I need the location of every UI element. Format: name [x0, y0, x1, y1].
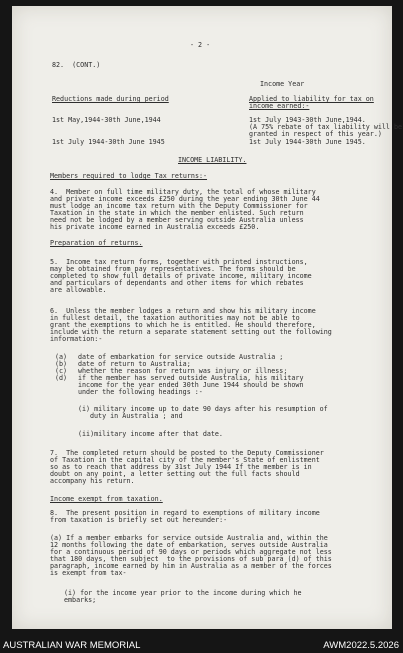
paragraph-8a-line-2: 12 months following the date of embarkation, serves outside Australia	[50, 541, 328, 549]
archive-footer	[0, 640, 403, 653]
item-d-line-1: if the member has served outside Australia, his military	[78, 374, 304, 382]
column-subheading-reductions: Reductions made during period	[52, 95, 169, 103]
row1-rebate-note-line-1: (A 75% rebate of tax liability will be	[249, 123, 402, 131]
paragraph-8a-line-5: paragraph, income earned by him in Australia as a member of the forces	[50, 562, 332, 570]
paragraph-4-line-3: must lodge an income tax return with the Deputy Commissioner for	[50, 202, 308, 210]
paragraph-82-heading: 82. (CONT.)	[52, 61, 101, 69]
row2-income-year: 1st July 1944-30th June 1945.	[249, 138, 366, 146]
paragraph-4-line-2: and private income exceeds £250 during the year ending 30th June 44	[50, 195, 320, 203]
item-d-line-2: income for the year ended 30th June 1944 should be shown	[78, 381, 304, 389]
paragraph-8-line-1: 8. The present position in regard to exemptions of military income	[50, 509, 320, 517]
item-a-marker: (a)	[55, 353, 68, 361]
column-subheading-applied-line-1: Applied to liability for tax on	[249, 95, 374, 103]
document-page	[12, 6, 402, 629]
paragraph-8a-line-1: (a) If a member embarks for service outside Australia and, within the	[50, 534, 328, 542]
paragraph-4-line-1: 4. Member on full time military duty, the total of whose military	[50, 188, 316, 196]
paragraph-8a-line-4: that 180 days, then subject to the provisions of sub para (d) of this	[50, 555, 332, 563]
paragraph-7-line-3: so as to reach that address by 31st July 1944 If the member is in	[50, 463, 312, 471]
row2-period: 1st July 1944-30th June 1945	[52, 138, 165, 146]
paragraph-5-line-4: and particulars of dependants and other items for which rebates	[50, 279, 304, 287]
paragraph-4-line-6: his private income earned in Australia exceeds £250.	[50, 223, 260, 231]
column-heading-income-year: Income Year	[260, 80, 305, 88]
paragraph-8a-i-line-1: (i) for the income year prior to the income during which he	[64, 589, 302, 597]
item-a-text: date of embarkation for service outside Australia ;	[78, 353, 284, 361]
paragraph-4-line-4: Taxation in the state in which the member enlisted. Such return	[50, 209, 304, 217]
paragraph-5-line-5: are allowable.	[50, 286, 107, 294]
column-subheading-applied-line-2: income earned:-	[249, 102, 310, 110]
paragraph-8a-i-line-2: embarks;	[64, 596, 97, 604]
row1-rebate-note-line-2: granted in respect of this year.)	[249, 130, 382, 138]
paragraph-7-line-5: accompany his return.	[50, 477, 135, 485]
paragraph-7-line-4: doubt on any point, a letter setting out the full facts should	[50, 470, 300, 478]
row1-income-year: 1st July 1943-30th June,1944.	[249, 116, 366, 124]
paragraph-6-line-5: information:-	[50, 335, 103, 343]
footer-institution: AUSTRALIAN WAR MEMORIAL	[3, 640, 141, 651]
paragraph-6-line-1: 6. Unless the member lodges a return and show his military income	[50, 307, 316, 315]
paragraph-6-line-4: include with the return a separate statement setting out the following	[50, 328, 332, 336]
paragraph-5-line-1: 5. Income tax return forms, together with printed instructions,	[50, 258, 308, 266]
item-d-line-3: under the following headings :-	[78, 388, 203, 396]
section-heading-preparation: Preparation of returns.	[50, 239, 143, 247]
footer-accession-number: AWM2022.5.2026	[323, 640, 399, 651]
page-number: - 2 -	[190, 41, 211, 49]
section-heading-members-required: Members required to lodge Tax returns:-	[50, 172, 208, 180]
sub-item-ii: (ii)military income after that date.	[78, 430, 223, 438]
item-b-marker: (b)	[55, 360, 68, 368]
paragraph-8a-line-6: is exempt from tax-	[50, 569, 127, 577]
sub-item-i-line-2: duty in Australia ; and	[90, 412, 183, 420]
paragraph-6-line-2: in fullest detail, the taxation authorities may not be able to	[50, 314, 300, 322]
paragraph-6-line-3: grant the exemptions to which he is entitled. He should therefore,	[50, 321, 316, 329]
paragraph-5-line-3: completed to show full details of private income, military income	[50, 272, 312, 280]
item-c-text: whether the reason for return was injury or illness;	[78, 367, 288, 375]
paragraph-8-line-2: from taxation is briefly set out hereunder:-	[50, 516, 228, 524]
paragraph-7-line-2: of Taxation in the capital city of the member's State of enlistment	[50, 456, 320, 464]
sub-item-i-line-1: (i) military income up to date 90 days after his resumption of	[78, 405, 328, 413]
paragraph-7-line-1: 7. The completed return should be posted to the Deputy Commissioner	[50, 449, 324, 457]
section-heading-income-exempt: Income exempt from taxation.	[50, 495, 163, 503]
paragraph-5-line-2: may be obtained from pay representatives. The forms should be	[50, 265, 296, 273]
paragraph-4-line-5: need not be lodged by a member serving outside Australia unless	[50, 216, 304, 224]
item-c-marker: (c)	[55, 367, 68, 375]
row1-period: 1st May,1944-30th June,1944	[52, 116, 161, 124]
item-d-marker: (d)	[55, 374, 68, 382]
item-b-text: date of return to Australia;	[78, 360, 191, 368]
paragraph-8a-line-3: for a continuous period of 90 days or periods which aggregate not less	[50, 548, 332, 556]
section-heading-income-liability: INCOME LIABILITY.	[178, 156, 247, 164]
